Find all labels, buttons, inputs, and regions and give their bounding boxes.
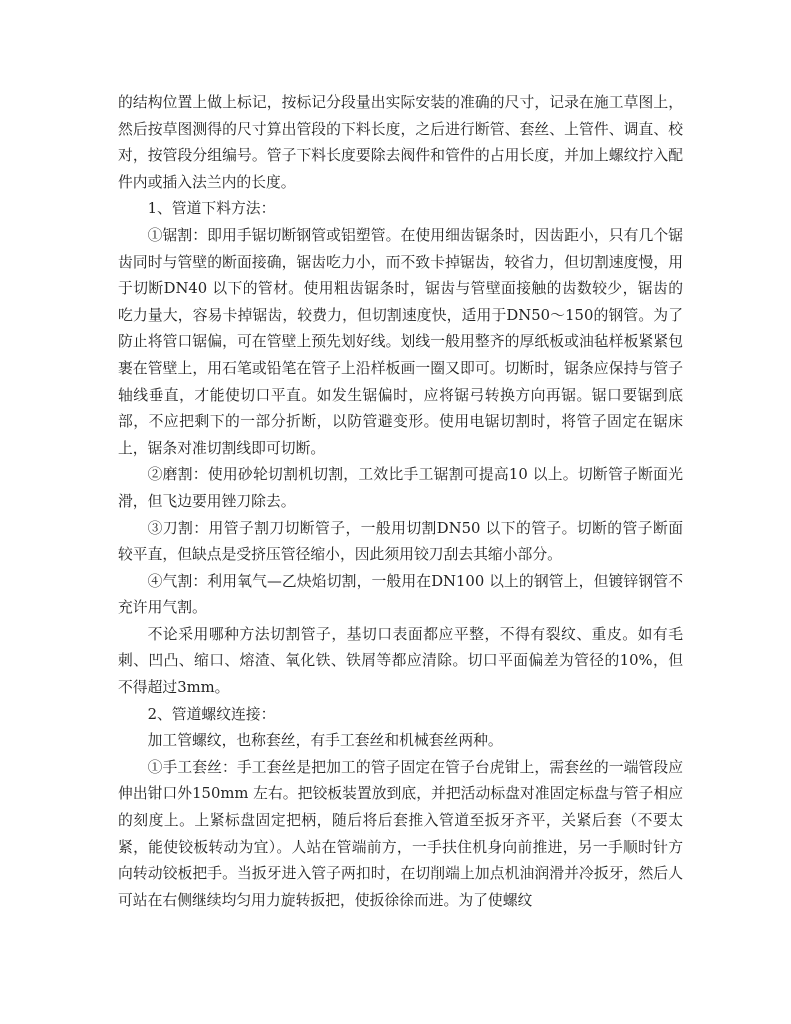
paragraph-knife-cutting: ③刀割：用管子割刀切断管子，一般用切割DN50 以下的管子。切断的管子断面较平直，但缺点是受挤压管径缩小，因此须用铰刀刮去其缩小部分。 bbox=[118, 519, 683, 564]
paragraph-gas-cutting: ④气割：利用氧气—乙炔焰切割，一般用在DN100 以上的钢管上，但镀锌钢管不充许用气割。 bbox=[118, 572, 683, 617]
paragraph-saw-cutting: ①锯割：即用手锯切断钢管或铝塑管。在使用细齿锯条时，因齿距小，只有几个锯齿同时与管壁的断面接确，锯齿吃力小，而不致卡掉锯齿，较省力，但切割速度慢，用于切断DN40 以下的管材。使用粗齿锯条时，锯齿与管壁面接触的齿数较少，锯齿的吃力量大，容易卡掉锯齿，较费力，但切割速度快，适用于DN50～150的钢管。为了防止将管口锯偏，可在管壁上预先划好线。划线一般用整齐的厚纸板或油毡样板紧紧包裹在管壁上，用石笔或铅笔在管子上沿样板画一圈又即可。切断时，锯条应保持与管子轴线垂直，才能使切口平直。如发生锯偏时，应将锯弓转换方向再锯。锯口要锯到底部，不应把剩下的一部分折断，以防管避变形。使用电锯切割时，将管子固定在锯床上，锯条对准切割线即可切断。 bbox=[118, 226, 683, 457]
document-page bbox=[118, 90, 683, 914]
heading-thread-connection: 2、管道螺纹连接： bbox=[147, 705, 276, 723]
heading-cutting-methods: 1、管道下料方法： bbox=[147, 200, 276, 218]
paragraph-thread-intro: 加工管螺纹，也称套丝，有手工套丝和机械套丝两种。 bbox=[147, 732, 503, 750]
paragraph-intro: 的结构位置上做上标记，按标记分段量出实际安装的准确的尺寸，记录在施工草图上，然后按草图测得的尺寸算出管段的下料长度，之后进行断管、套丝、上管件、调直、校对，按管段分组编号。管子下料长度要除去阀件和管件的占用长度，并加上螺纹拧入配件内或插入法兰内的长度。 bbox=[118, 94, 683, 191]
paragraph-cut-quality: 不论采用哪种方法切割管子，基切口表面都应平整，不得有裂纹、重皮。如有毛刺、凹凸、缩口、熔渣、氧化铁、铁屑等都应清除。切口平面偏差为管径的10%，但不得超过3mm。 bbox=[118, 625, 683, 697]
paragraph-manual-threading: ①手工套丝：手工套丝是把加工的管子固定在管子台虎钳上，需套丝的一端管段应伸出钳口外150mm 左右。把铰板装置放到底，并把活动标盘对准固定标盘与管子相应的刻度上。上紧标盘固定把柄，随后将后套推入管道至扳牙齐平，关紧后套（不要太紧，能使铰板转动为宜）。人站在管端前方，一手扶住机身向前推进，另一手顺时针方向转动铰板把手。当扳牙进入管子两扣时，在切削端上加点机油润滑并冷扳牙，然后人可站在右侧继续均匀用力旋转扳把，使扳徐徐而进。为了使螺纹 bbox=[118, 758, 683, 909]
paragraph-grinding-cutting: ②磨割：使用砂轮切割机切割，工效比手工锯割可提高10 以上。切断管子断面光滑，但飞边要用锉刀除去。 bbox=[118, 466, 683, 510]
